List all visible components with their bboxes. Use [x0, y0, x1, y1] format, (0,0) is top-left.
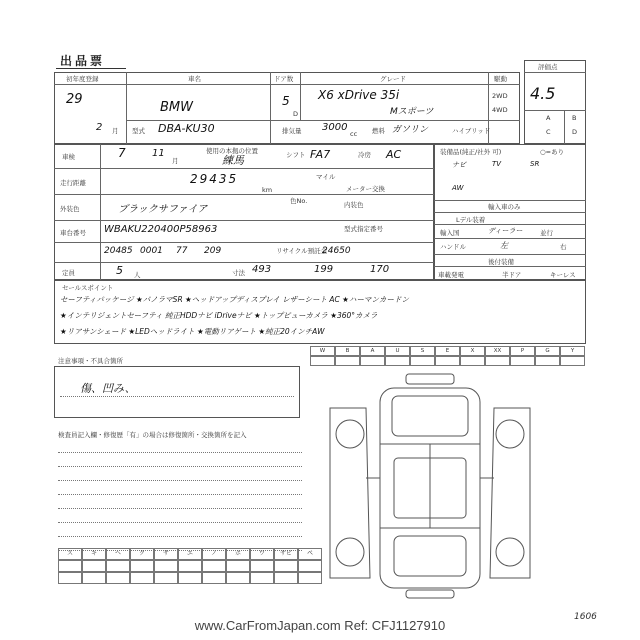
- damage-code-a: A: [360, 346, 385, 356]
- capacity-value: 5: [116, 264, 123, 277]
- bottom-legend-item: ヘ: [106, 548, 130, 560]
- equipment-legend: ○=あり: [540, 148, 565, 156]
- km-unit: km: [262, 186, 273, 194]
- hybrid-label: ハイブリッド: [452, 127, 491, 135]
- steering-right: 右: [560, 243, 567, 251]
- damage-code-y: Y: [560, 346, 585, 356]
- displacement-value: 3000: [322, 122, 348, 133]
- dealer-a: ディーラー: [488, 227, 523, 235]
- meter-options: メーター交換: [346, 185, 385, 193]
- category-code-value: 0001: [140, 246, 163, 256]
- damage-code-cell: [535, 356, 560, 366]
- height-value: 170: [370, 264, 390, 275]
- meter-label: マイル: [316, 173, 336, 181]
- side-grade-c: C: [546, 128, 551, 136]
- vin-label: 車台番号: [60, 229, 86, 237]
- damage-code-u: U: [385, 346, 410, 356]
- doors-suffix: D: [293, 110, 299, 118]
- bottom-legend-cell: [58, 560, 82, 572]
- sales-points-line2: ★インテリジェントセーフティ 純正HDDナビ iDriveナビ ★トップビューカメラ ★360°カメラ: [60, 311, 378, 320]
- bottom-legend-cell: [202, 560, 226, 572]
- front-bumper: [406, 374, 454, 384]
- mileage-label: 走行距離: [60, 179, 86, 187]
- color-no-label: 色No.: [290, 197, 308, 205]
- damage-code-x: X: [460, 346, 485, 356]
- grade-value: X6 xDrive 35i: [318, 88, 400, 102]
- equipment-item-nav: ナビ: [452, 161, 466, 169]
- first-reg-month: 2: [96, 122, 103, 133]
- bottom-legend-item: ホ: [226, 548, 250, 560]
- equipment-item-aw: AW: [452, 184, 464, 192]
- exterior-color-value: ブラックサファイア: [118, 204, 208, 215]
- bottom-legend-cell: [82, 560, 106, 572]
- recycle-label: リサイクル預託金: [276, 247, 328, 255]
- inspector-line: [58, 522, 302, 523]
- bottom-legend-cell: [202, 572, 226, 584]
- post-equipment-a: 車載発電: [438, 271, 464, 279]
- steering-label: ハンドル: [440, 243, 466, 251]
- first-reg-year: 29: [66, 92, 83, 107]
- damage-code-cell: [335, 356, 360, 366]
- bottom-legend-item: キ: [82, 548, 106, 560]
- vin-value: WBAKU220400P58963: [104, 224, 218, 235]
- capacity-label: 定員: [62, 269, 75, 277]
- doors-label: ドア数: [274, 75, 294, 83]
- damage-code-g: G: [535, 346, 560, 356]
- wheel-rear-left: [336, 538, 364, 566]
- first-reg-month-unit: 月: [112, 127, 119, 135]
- inspector-line: [58, 466, 302, 467]
- fuel-label: 燃料: [372, 127, 385, 135]
- bottom-legend-item: ペ: [298, 548, 322, 560]
- category-b-value: 77: [176, 246, 188, 256]
- damage-code-w: W: [310, 346, 335, 356]
- wheel-front-left: [336, 420, 364, 448]
- dimensions-label: 寸法: [232, 269, 245, 277]
- damage-code-cell: [510, 356, 535, 366]
- car-diagram: [310, 368, 550, 600]
- damage-code-cell: [385, 356, 410, 366]
- watermark-text: www.CarFromJapan.com Ref: CFJ1127910: [194, 618, 446, 633]
- bottom-legend-item: サビ: [274, 548, 298, 560]
- equipment-item-tv: TV: [492, 160, 502, 168]
- make-label: 車名: [188, 75, 201, 83]
- notes-text: 傷、凹み、: [80, 382, 136, 395]
- bottom-legend-cell: [106, 572, 130, 584]
- side-grade-b: B: [572, 114, 577, 122]
- damage-code-cell: [410, 356, 435, 366]
- side-grade-d: D: [572, 128, 578, 136]
- bottom-legend-item: ク: [130, 548, 154, 560]
- bottom-legend-cell: [106, 560, 130, 572]
- dealer-label: 輸入国: [440, 229, 460, 237]
- exterior-color-label: 外装色: [60, 205, 80, 213]
- recycle-value: 24650: [322, 246, 351, 256]
- damage-code-cell: [485, 356, 510, 366]
- bottom-legend-cell: [274, 572, 298, 584]
- post-equipment-b: 半ドア: [502, 271, 522, 279]
- damage-code-s: S: [410, 346, 435, 356]
- inspection-month: 11: [152, 148, 165, 159]
- doors-value: 5: [282, 94, 290, 108]
- inspector-line: [58, 536, 302, 537]
- damage-code-p: P: [510, 346, 535, 356]
- hood: [392, 396, 468, 436]
- cc-unit: cc: [350, 130, 358, 138]
- make-value: BMW: [160, 100, 193, 115]
- shift-value: FA7: [310, 148, 331, 161]
- inspection-year: 7: [118, 146, 126, 160]
- wheel-rear-right: [496, 538, 524, 566]
- wheel-front-right: [496, 420, 524, 448]
- displacement-label: 排気量: [282, 127, 302, 135]
- damage-code-cell: [360, 356, 385, 366]
- grade-label: グレード: [380, 75, 406, 83]
- bottom-legend-cell: [154, 560, 178, 572]
- bottom-legend-cell: [250, 560, 274, 572]
- shift-label: シフト: [286, 151, 306, 159]
- bottom-legend-cell: [178, 560, 202, 572]
- bottom-legend-cell: [82, 572, 106, 584]
- title-underline: [56, 68, 126, 69]
- bottom-legend-item: ス: [58, 548, 82, 560]
- sales-points-label: セールスポイント: [62, 284, 114, 292]
- inspector-label: 検査員記入欄・修復歴「有」の場合は修復箇所・交換箇所を記入: [58, 431, 247, 439]
- sheet-title: 出品票: [60, 54, 106, 68]
- bottom-legend-item: サ: [154, 548, 178, 560]
- drive-2wd: 2WD: [492, 92, 508, 100]
- sales-points-line3: ★リアサンシェード ★LEDヘッドライト ★電動リアゲート ★純正20インチAW: [60, 327, 325, 336]
- model-code-label: 型式指定番号: [344, 225, 383, 233]
- ac-value: AC: [386, 148, 402, 161]
- model-label: 型式: [132, 127, 145, 135]
- notes-label: 注意事項・不具合箇所: [58, 357, 123, 365]
- damage-code-cell: [310, 356, 335, 366]
- equipment-item-sr: SR: [530, 160, 540, 168]
- bottom-legend-cell: [154, 572, 178, 584]
- bottom-legend-item: ノ: [202, 548, 226, 560]
- bottom-legend-cell: [274, 560, 298, 572]
- steering-left: 左: [500, 241, 508, 250]
- post-equipment-label: 後付装備: [488, 258, 514, 266]
- model-code-value: 20485: [104, 246, 133, 256]
- left-hand-label: Lデル装着: [456, 216, 486, 224]
- first-reg-label: 初年度登録: [66, 75, 99, 83]
- bottom-legend-cell: [58, 572, 82, 584]
- inspector-line: [58, 508, 302, 509]
- bottom-legend-cell: [130, 572, 154, 584]
- bottom-legend-cell: [250, 572, 274, 584]
- bottom-legend-item: エ: [178, 548, 202, 560]
- damage-code-cell: [435, 356, 460, 366]
- bottom-legend-cell: [178, 572, 202, 584]
- interior-color-label: 内装色: [344, 201, 364, 209]
- damage-code-b: B: [335, 346, 360, 356]
- inspector-line: [58, 494, 302, 495]
- bottom-legend-item: ワ: [250, 548, 274, 560]
- inbound-label: 輸入車のみ: [488, 203, 521, 211]
- model-value: DBA-KU30: [158, 122, 215, 135]
- damage-code-cell: [560, 356, 585, 366]
- score-label: 評価点: [538, 63, 558, 71]
- mileage-value: 29435: [190, 172, 239, 186]
- dealer-b: 並行: [540, 229, 553, 237]
- sales-points-line1: セーフティパッケージ ★パノラマSR ★ヘッドアップディスプレイ レザーシート AC ★ハーマンカードン: [60, 295, 409, 304]
- inspector-line: [58, 480, 302, 481]
- trunk: [394, 536, 466, 576]
- post-equipment-c: キーレス: [550, 271, 576, 279]
- equipment-title: 装備品(純正/社外 可): [440, 148, 502, 156]
- page-number: 1606: [574, 612, 597, 622]
- category-c-value: 209: [204, 246, 222, 256]
- width-value: 199: [314, 264, 334, 275]
- side-grade-a: A: [546, 114, 551, 122]
- bottom-legend-cell: [226, 572, 250, 584]
- inspection-label: 車検: [62, 153, 75, 161]
- damage-code-cell: [460, 356, 485, 366]
- capacity-unit: 人: [134, 271, 141, 279]
- inspection-unit: 月: [172, 157, 179, 165]
- fuel-value: ガソリン: [392, 125, 429, 135]
- inspector-line: [58, 452, 302, 453]
- drive-label: 駆動: [494, 75, 507, 83]
- bottom-legend-cell: [130, 560, 154, 572]
- grade-sub: Mスポーツ: [390, 107, 434, 117]
- drive-4wd: 4WD: [492, 106, 508, 114]
- score-value: 4.5: [530, 84, 556, 103]
- damage-code-e: E: [435, 346, 460, 356]
- ac-label: 冷房: [358, 151, 371, 159]
- vehicle-block: [54, 144, 434, 280]
- length-value: 493: [252, 264, 272, 275]
- rear-bumper: [406, 590, 454, 598]
- plate-label: 使用の本拠の位置: [206, 147, 258, 155]
- bottom-legend-cell: [226, 560, 250, 572]
- plate-value: 練馬: [222, 154, 244, 167]
- damage-code-xx: XX: [485, 346, 510, 356]
